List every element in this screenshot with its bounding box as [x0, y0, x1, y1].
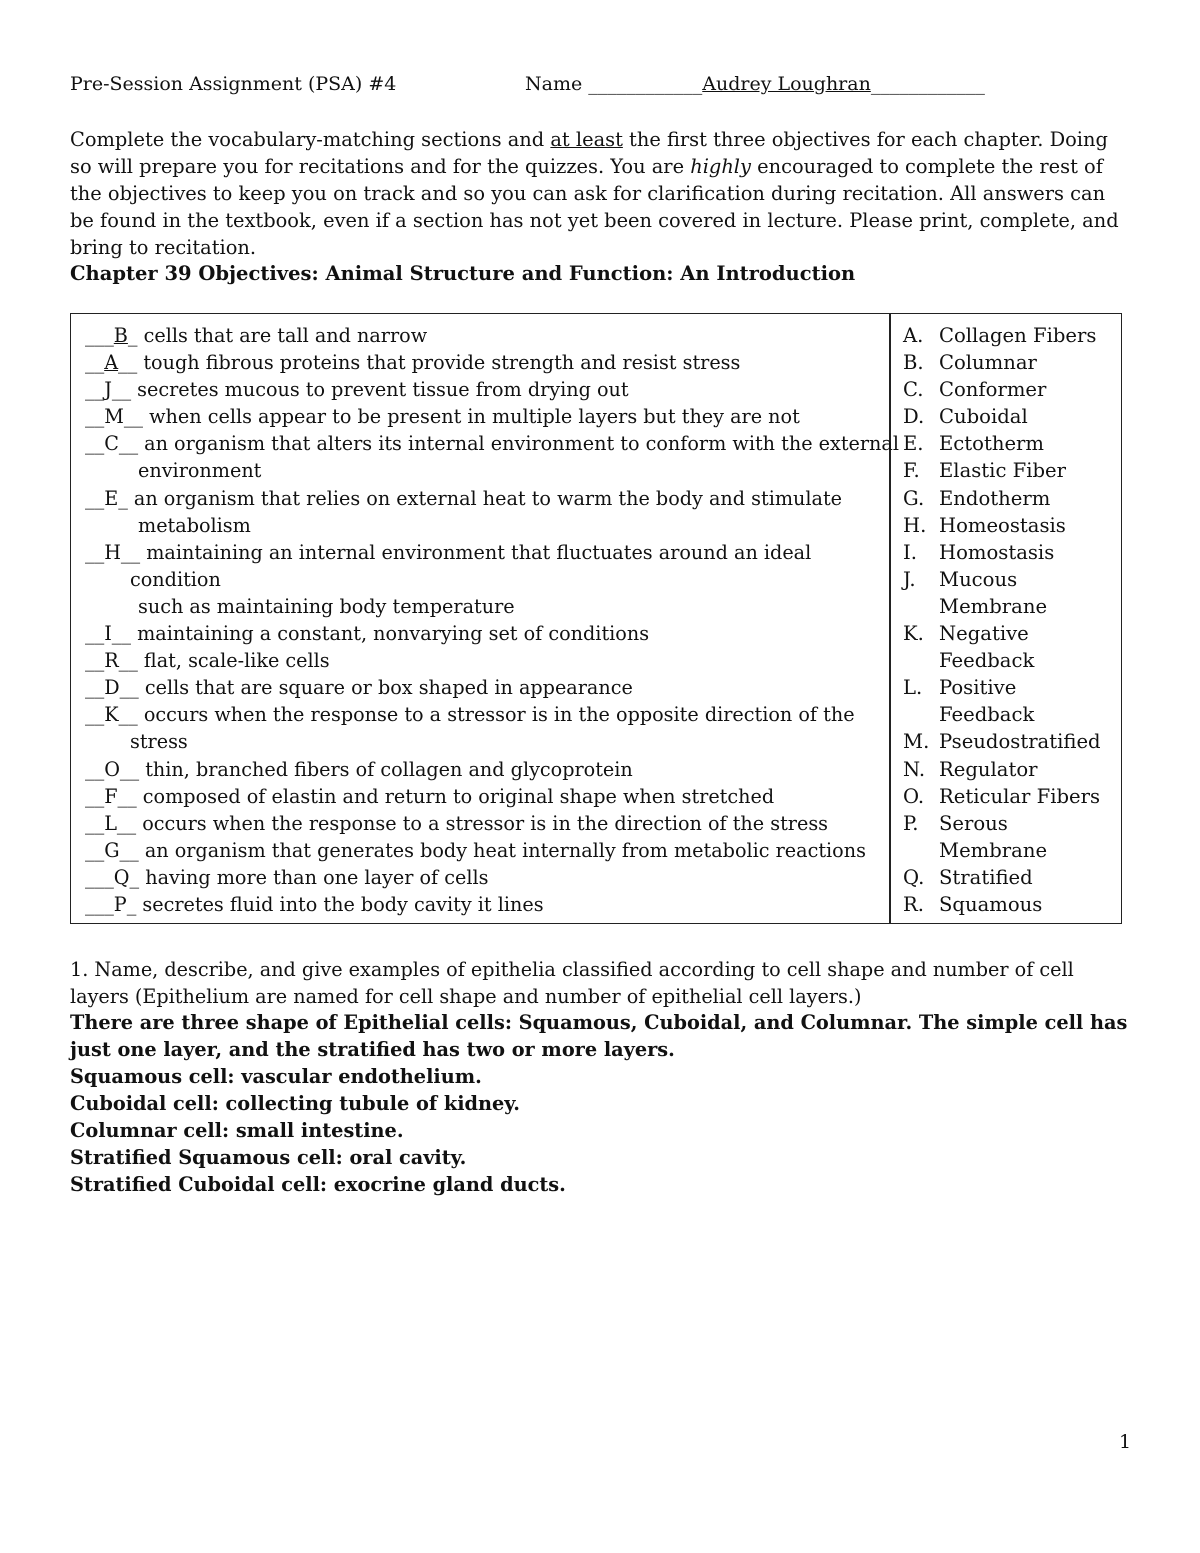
terms-column [903, 322, 1118, 918]
definition-row [85, 783, 885, 810]
term-item [903, 864, 1118, 891]
definition-text: an organism that relies on external heat to warm the body and stimulate [133, 486, 843, 510]
term-name: Regulator [939, 757, 1038, 781]
answer-blank-pre: __I__ [85, 622, 138, 646]
answer-letter: B [113, 324, 128, 347]
name-field [525, 73, 985, 95]
answer-blank [85, 351, 143, 374]
term-name: Pseudostratified [939, 730, 1101, 754]
chapter-heading: Chapter 39 Objectives: Animal Structure and Function: An Introduction [70, 262, 856, 285]
question-1: 1. Name, describe, and give examples of epithelia classified according to cell shape and number of cell layers (Epithelium are named for cell shape and number of epithelial cell layers.) [70, 958, 1074, 1008]
name-line-post: ____________ [870, 73, 985, 95]
answer-blank [85, 378, 137, 401]
definition-row [85, 430, 899, 457]
instructions-paragraph [70, 126, 1135, 261]
term-name: Conformer [939, 378, 1047, 402]
answer-line: Stratified Squamous cell: oral cavity. [70, 1146, 467, 1169]
answer-blank-pre: __R__ [85, 649, 144, 673]
definition-text: cells that are tall and narrow [143, 324, 428, 347]
instructions-emphasis-underline: at least [550, 128, 623, 151]
term-item [903, 539, 1118, 566]
answer-blank-pre: __ [85, 351, 105, 375]
assignment-title: Pre-Session Assignment (PSA) #4 [70, 73, 397, 95]
term-name: Collagen Fibers [939, 324, 1097, 347]
definition-row [85, 647, 885, 674]
term-letter: N. [903, 757, 926, 781]
answer-blank-post: _ [127, 324, 144, 347]
name-label: Name [525, 73, 589, 95]
instructions-text-3: encouraged to complete the rest of the objectives to keep you on track and so you can ask for clarification during recitation. All answers can be found in the textbook, even if a section has not yet been covered in lecture. Please print, complete, and bring to recitation. [70, 155, 1119, 259]
term-letter: K. [903, 622, 924, 646]
answer-blank-pre: ___Q_ [85, 865, 146, 889]
instructions-text-2: the first three objectives for each chapter. Doing so will prepare you for recitations and for the quizzes. You are [70, 128, 1108, 178]
term-item [903, 647, 1118, 674]
term-item [903, 701, 1118, 728]
definition-text: flat, scale-like cells [143, 649, 330, 673]
answer-block [70, 1009, 1135, 1198]
definition-text: an organism that generates body heat internally from metabolic reactions [144, 838, 866, 862]
term-letter: H. [903, 513, 927, 537]
answer-blank [85, 622, 137, 645]
answer-line: Cuboidal cell: collecting tubule of kidney. [70, 1092, 520, 1115]
term-name: Cuboidal [939, 405, 1028, 429]
definition-text: maintaining a constant, nonvarying set of conditions [137, 622, 650, 646]
term-letter: F. [903, 459, 920, 483]
definition-text: when cells appear to be present in multiple layers but they are not [149, 405, 800, 429]
answer-blank [85, 405, 149, 428]
term-letter [903, 837, 939, 864]
definition-row [85, 810, 885, 837]
term-item [903, 322, 1118, 349]
header [70, 73, 1130, 101]
definition-text: an organism that alters its internal environment to conform with the external [144, 432, 899, 456]
answer-blank-pre: __J__ [85, 378, 138, 402]
term-letter: I. [903, 540, 917, 564]
student-name: Audrey Loughran [702, 73, 871, 95]
term-item [903, 728, 1118, 755]
page-number: 1 [1119, 1431, 1132, 1453]
answer-line: Squamous cell: vascular endothelium. [70, 1065, 482, 1088]
definition-continuation: metabolism [138, 513, 251, 537]
definition-continuation: environment [138, 459, 262, 483]
definition-continuation: stress [130, 730, 188, 754]
definition-row [85, 376, 885, 403]
instructions-text-1: Complete the vocabulary-matching sections and [70, 128, 551, 151]
definition-continuation: condition [130, 567, 221, 591]
answer-blank-pre: __E_ [85, 486, 134, 510]
term-letter: B. [903, 351, 924, 375]
term-name: Serous [939, 811, 1008, 835]
term-letter: R. [903, 892, 924, 916]
definition-text: tough fibrous proteins that provide strength and resist stress [143, 351, 741, 375]
column-divider [889, 314, 891, 923]
definition-row [85, 403, 885, 430]
term-letter: G. [903, 486, 925, 510]
term-letter [903, 593, 939, 620]
definition-row [85, 837, 885, 864]
answer-blank-pre: __O__ [85, 757, 146, 781]
instructions-emphasis-italic: highly [690, 155, 751, 178]
answer-line: Columnar cell: small intestine. [70, 1119, 404, 1142]
term-name: Reticular Fibers [939, 784, 1101, 808]
term-letter: D. [903, 405, 925, 429]
term-letter [903, 701, 939, 728]
answer-blank-pre: ___ [85, 324, 114, 347]
term-name: Feedback [939, 649, 1035, 673]
term-name: Positive [939, 676, 1017, 700]
term-name: Stratified [939, 865, 1033, 889]
term-letter: P. [903, 811, 919, 835]
definition-text: occurs when the response to a stressor is in the opposite direction of the [143, 703, 855, 727]
definition-row [85, 485, 885, 512]
term-letter: L. [903, 676, 923, 700]
answer-blank [85, 432, 144, 455]
definition-row [85, 349, 885, 376]
definition-continuation: such as maintaining body temperature [138, 594, 515, 618]
term-name: Elastic Fiber [939, 459, 1067, 483]
answer-blank-pre: __L__ [85, 811, 143, 835]
definition-text: secretes fluid into the body cavity it lines [142, 892, 544, 916]
answer-blank [85, 324, 144, 347]
term-letter: J. [903, 567, 916, 591]
vocabulary-matching-table [70, 313, 1122, 924]
term-item [903, 349, 1118, 376]
answer-blank-pre: __D__ [85, 676, 145, 700]
term-name: Negative [939, 622, 1029, 646]
answer-blank-pre: __K__ [85, 703, 144, 727]
definition-text: occurs when the response to a stressor is in the direction of the stress [142, 811, 829, 835]
term-item [903, 593, 1118, 620]
term-item [903, 837, 1118, 864]
term-item [903, 403, 1118, 430]
definition-text: maintaining an internal environment that fluctuates around an ideal [146, 540, 812, 564]
term-item [903, 485, 1118, 512]
term-item [903, 891, 1118, 918]
name-line-pre: ____________ [588, 73, 703, 95]
definition-row [85, 701, 885, 728]
term-item [903, 810, 1118, 837]
term-name: Mucous [939, 567, 1018, 591]
term-letter: Q. [903, 865, 925, 889]
term-name: Feedback [939, 703, 1035, 727]
definition-row [85, 891, 885, 918]
definition-row [85, 539, 885, 566]
term-item [903, 457, 1118, 484]
definition-text: thin, branched fibers of collagen and glycoprotein [145, 757, 633, 781]
definition-text: composed of elastin and return to original shape when stretched [142, 784, 775, 808]
answer-blank [85, 812, 142, 835]
definitions-column [85, 322, 899, 918]
term-name: Ectotherm [939, 432, 1044, 456]
answer-blank [85, 649, 144, 672]
term-name: Homeostasis [939, 513, 1066, 537]
term-item [903, 512, 1118, 539]
answer-blank [85, 703, 144, 726]
term-name: Columnar [939, 351, 1037, 375]
term-letter: M. [903, 730, 930, 754]
term-item [903, 783, 1118, 810]
definition-row [85, 756, 885, 783]
answer-blank-pre: __M__ [85, 405, 150, 429]
answer-blank [85, 541, 146, 564]
term-item [903, 674, 1118, 701]
answer-blank [85, 676, 145, 699]
answer-blank-pre: ___P_ [85, 892, 143, 916]
term-item [903, 620, 1118, 647]
answer-blank-pre: __F__ [85, 784, 143, 808]
term-item [903, 566, 1118, 593]
answer-letter: A [104, 351, 119, 375]
definition-row [85, 674, 885, 701]
answer-blank-post: __ [118, 351, 144, 375]
term-item [903, 756, 1118, 783]
answer-blank-pre: __C__ [85, 432, 145, 456]
term-name: Membrane [939, 838, 1048, 862]
definition-row [85, 620, 885, 647]
term-letter: C. [903, 378, 924, 402]
answer-blank [85, 866, 145, 889]
answer-blank [85, 758, 145, 781]
answer-blank [85, 487, 134, 510]
answer-blank [85, 893, 142, 916]
answer-blank [85, 839, 145, 862]
definition-row [85, 322, 885, 349]
term-name: Squamous [939, 892, 1043, 916]
answer-blank [85, 785, 143, 808]
definition-row [85, 864, 885, 891]
term-letter: O. [903, 784, 925, 808]
definition-text: having more than one layer of cells [145, 865, 489, 889]
definition-text: secretes mucous to prevent tissue from drying out [137, 378, 629, 402]
term-name: Homostasis [939, 540, 1055, 564]
answer-line: Stratified Cuboidal cell: exocrine gland ducts. [70, 1173, 566, 1196]
answer-blank-pre: __G__ [85, 838, 145, 862]
term-letter [903, 647, 939, 674]
answer-blank-pre: __H__ [85, 540, 147, 564]
term-item [903, 430, 1118, 457]
definition-text: cells that are square or box shaped in appearance [144, 676, 633, 700]
term-name: Endotherm [939, 486, 1051, 510]
term-name: Membrane [939, 594, 1048, 618]
answer-line: There are three shape of Epithelial cells: Squamous, Cuboidal, and Columnar. The simple cell has just one layer, and the stratified has two or more layers. [70, 1011, 1128, 1061]
term-letter: E. [903, 432, 924, 456]
term-item [903, 376, 1118, 403]
term-letter: A. [903, 324, 924, 347]
